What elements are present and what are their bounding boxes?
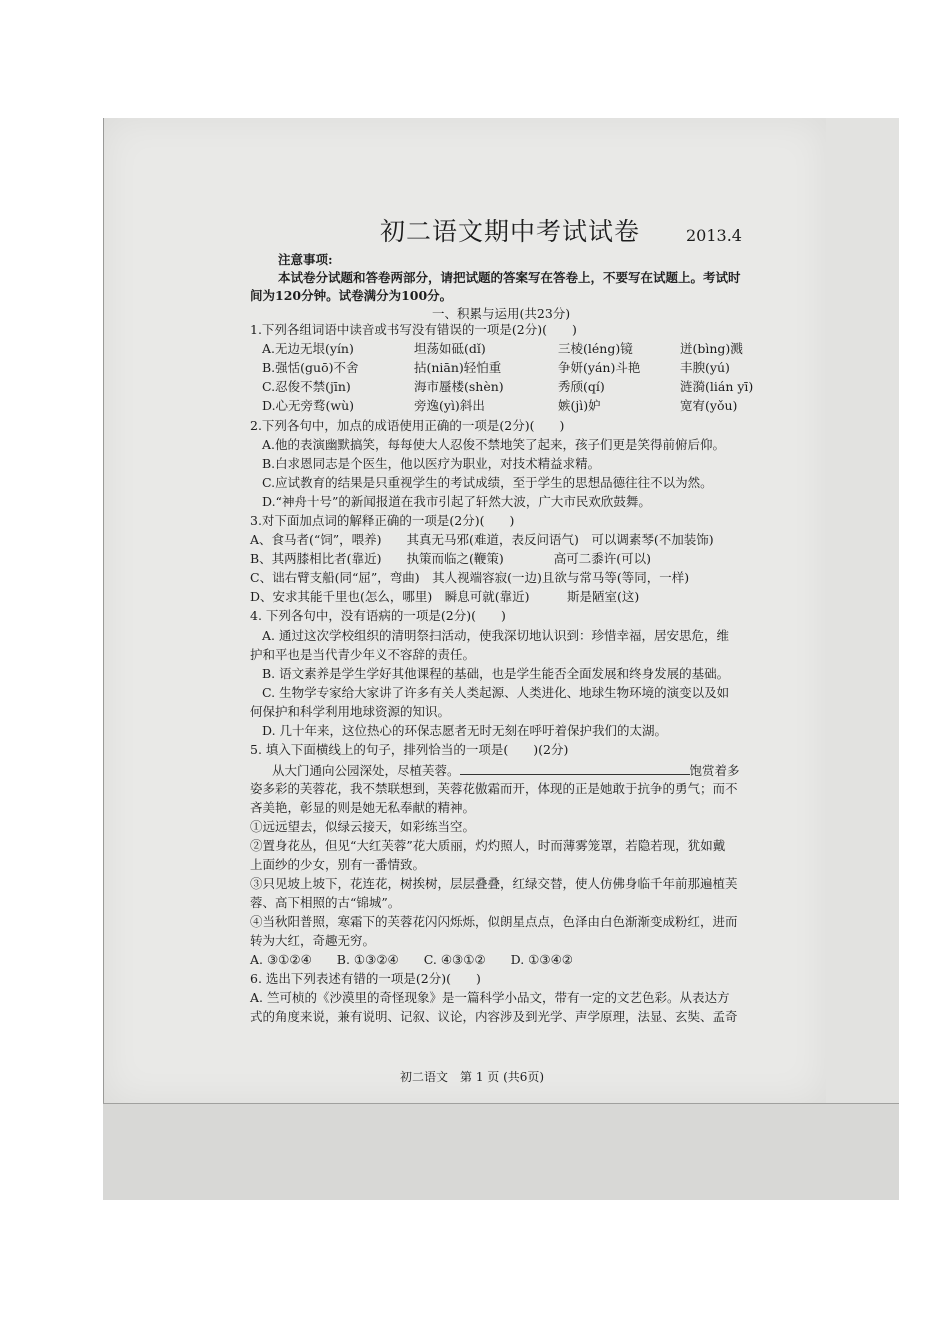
q5-passage-start: 从大门通向公园深处，尽植芙蓉。 [272, 763, 460, 778]
q2-option-c: C.应试教育的结果是只重视学生的考试成绩，至于学生的思想品德往往不以为然。 [262, 475, 713, 490]
q5-sentence-3-line1: ③只见坡上坡下，花连花，树挨树，层层叠叠，红绿交替，使人仿佛身临千年前那遍植芙 [250, 876, 738, 891]
q5-sentence-4-line2: 转为大红，奇趣无穷。 [250, 933, 376, 948]
q4-stem: 4. 下列各句中，没有语病的一项是(2分)( ) [250, 608, 506, 623]
q6-option-a-line1: A. 竺可桢的《沙漠里的奇怪现象》是一篇科学小品文，带有一定的文艺色彩。从表达方 [250, 990, 730, 1005]
notice-heading: 注意事项: [278, 252, 333, 267]
q3-option-d: D、安求其能千里也(怎么，哪里) 瞬息可就(靠近) 斯是陋室(这) [250, 589, 640, 604]
q1-d-4: 宽宥(yǒu) [680, 398, 738, 413]
q1-c-1: C.忍俊不禁(jīn) [262, 379, 351, 394]
q1-a-3: 三棱(léng)镜 [558, 341, 633, 356]
q4-option-b: B. 语文素养是学生学好其他课程的基础，也是学生能否全面发展和终身发展的基础。 [262, 666, 730, 681]
q5-sentence-2-line2: 上面纱的少女，别有一番情致。 [250, 857, 426, 872]
q4-option-a-line1: A. 通过这次学校组织的清明祭扫活动，使我深切地认识到：珍惜幸福，居安思危，维 [262, 628, 729, 643]
q5-fill-blank [460, 762, 690, 775]
q2-option-d: D.“神舟十号”的新闻报道在我市引起了轩然大波，广大市民欢欣鼓舞。 [262, 494, 651, 509]
q1-c-2: 海市蜃楼(shèn) [414, 379, 504, 394]
q5-choices: A. ③①②④ B. ①③②④ C. ④③①② D. ①③④② [250, 952, 573, 967]
q1-a-4: 迸(bìng)溅 [680, 341, 743, 356]
q2-option-b: B.白求恩同志是个医生，他以医疗为职业，对技术精益求精。 [262, 456, 601, 471]
q1-b-3: 争妍(yán)斗艳 [558, 360, 641, 375]
section-heading: 一、积累与运用(共23分) [432, 306, 571, 321]
q1-d-2: 旁逸(yì)斜出 [414, 398, 485, 413]
page-footer: 初二语文 第 1 页 (共6页) [400, 1070, 545, 1084]
q1-d-1: D.心无旁骛(wù) [262, 398, 355, 413]
q3-option-c: C、诎右臂支船(同“屈”，弯曲) 其人视端容寂(一边)且欲与常马等(等同，一样) [250, 570, 690, 585]
q6-option-a-line2: 式的角度来说，兼有说明、记叙、议论，内容涉及到光学、声学原理，法显、玄奘、孟奇 [250, 1009, 738, 1024]
q1-a-2: 坦荡如砥(dǐ) [414, 341, 486, 356]
q5-passage-end: 饱赏着多 [689, 763, 740, 778]
q1-b-1: B.强恬(guō)不舍 [262, 360, 359, 375]
q5-sentence-1: ①远远望去，似绿云接天，如彩练当空。 [250, 819, 476, 834]
q1-a-1: A.无边无垠(yín) [262, 341, 354, 356]
q5-passage-line3: 吝美艳，彰显的则是她无私奉献的精神。 [250, 800, 476, 815]
q1-stem: 1.下列各组词语中读音或书写没有错误的一项是(2分)( ) [250, 322, 577, 337]
notice-line-2: 间为120分钟。试卷满分为100分。 [250, 288, 453, 303]
q1-d-3: 嫉(jì)妒 [558, 398, 601, 413]
q4-option-a-line2: 护和平也是当代青少年义不容辞的责任。 [250, 647, 476, 662]
exam-date: 2013.4 [686, 226, 742, 245]
q4-option-c-line2: 何保护和科学利用地球资源的知识。 [250, 704, 451, 719]
q1-c-4: 涟漪(lián yī) [680, 379, 754, 394]
scan-bottom-strip [103, 1103, 899, 1200]
q4-option-c-line1: C. 生物学专家给大家讲了许多有关人类起源、人类进化、地球生物环境的演变以及如 [262, 685, 730, 700]
q3-stem: 3.对下面加点词的解释正确的一项是(2分)( ) [250, 513, 515, 528]
q1-b-2: 拈(niān)轻怕重 [414, 360, 502, 375]
q5-sentence-2-line1: ②置身花丛，但见“大红芙蓉”花大质丽，灼灼照人，时而薄雾笼罩，若隐若现，犹如戴 [250, 838, 726, 853]
q1-c-3: 秀颀(qí) [558, 379, 605, 394]
q5-sentence-3-line2: 蓉、高下相照的古“锦城”。 [250, 895, 401, 910]
q5-sentence-4-line1: ④当秋阳普照，寒霜下的芙蓉花闪闪烁烁，似朗星点点，色泽由白色渐渐变成粉红，进而 [250, 914, 738, 929]
q2-stem: 2.下列各句中，加点的成语使用正确的一项是(2分)( ) [250, 418, 565, 433]
q6-stem: 6. 选出下列表述有错的一项是(2分)( ) [250, 971, 481, 986]
q5-stem: 5. 填入下面横线上的句子，排列恰当的一项是( )(2分) [250, 742, 569, 757]
q1-b-4: 丰腴(yú) [680, 360, 730, 375]
notice-line-1: 本试卷分试题和答卷两部分，请把试题的答案写在答卷上，不要写在试题上。考试时 [278, 270, 741, 285]
q2-option-a: A.他的表演幽默搞笑，每每使大人忍俊不禁地笑了起来，孩子们更是笑得前俯后仰。 [262, 437, 726, 452]
q5-passage-line2: 姿多彩的芙蓉花，我不禁联想到，芙蓉花傲霜而开，体现的正是她敢于抗争的勇气；而不 [250, 781, 738, 796]
sheet-shadow-edge [825, 118, 899, 1103]
q4-option-d: D. 几十年来，这位热心的环保志愿者无时无刻在呼吁着保护我们的太湖。 [262, 723, 668, 738]
q3-option-b: B、其两膝相比者(靠近) 执策而临之(鞭策) 高可二黍许(可以) [250, 551, 651, 566]
exam-title: 初二语文期中考试试卷 [380, 217, 641, 246]
q5-passage-line1 [272, 762, 740, 779]
q3-option-a: A、食马者(“饲”，喂养) 其真无马邪(难道，表反问语气) 可以调素琴(不加装饰) [250, 532, 714, 547]
